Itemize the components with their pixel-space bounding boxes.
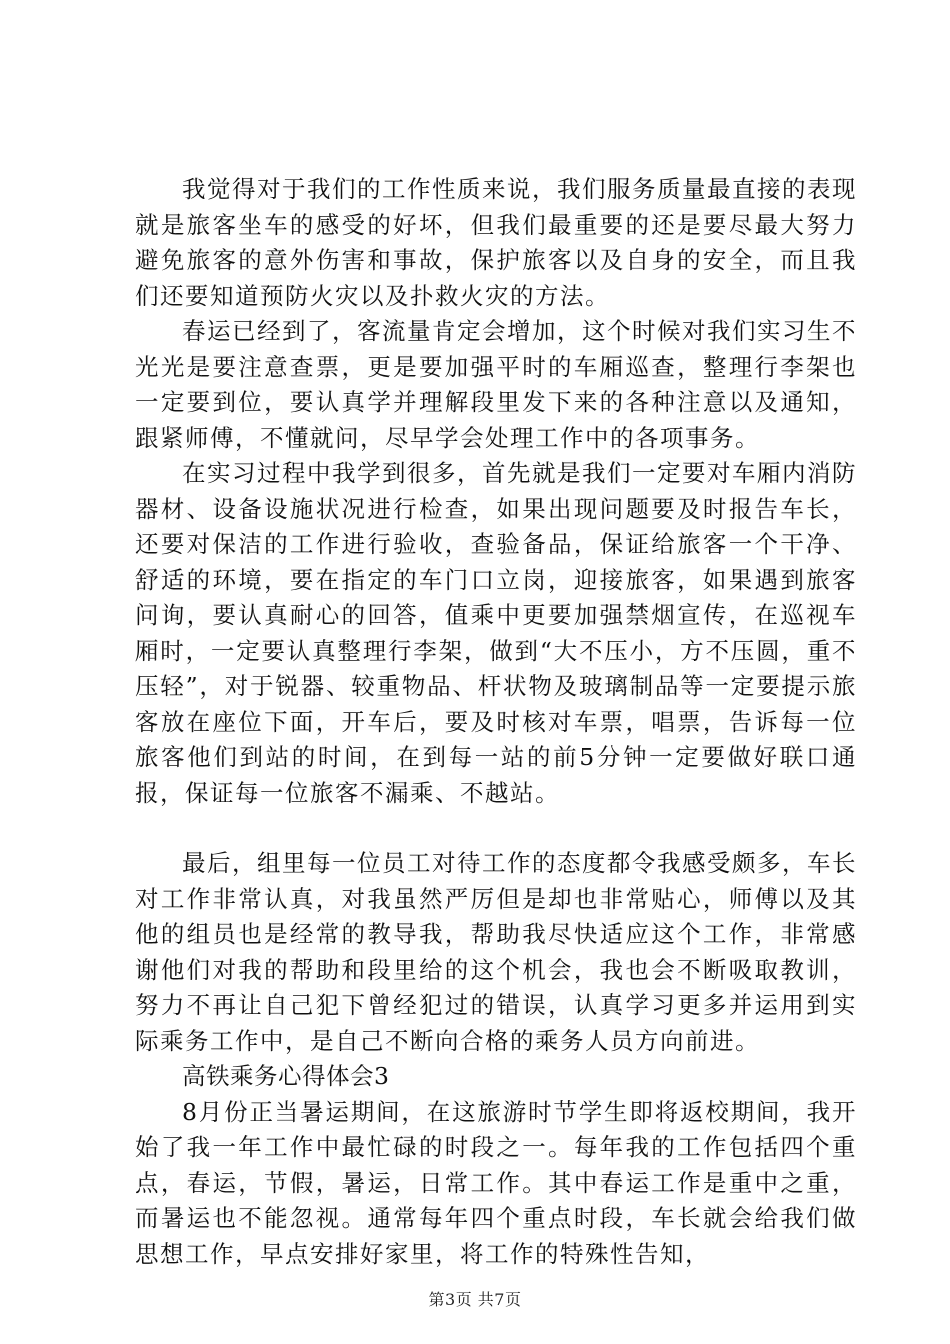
paragraph-2: 春运已经到了，客流量肯定会增加，这个时候对我们实习生不光光是要注意查票，更是要加强平时的车厢巡查，整理行李架也一定要到位，要认真学并理解段里发下来的各种注意以及通知，跟紧师傅，不懂就问，尽早学会处理工作中的各项事务。 xyxy=(135,317,857,452)
page-number-footer: 第3页 共7页 xyxy=(428,1290,522,1309)
paragraph-5: 8月份正当暑运期间，在这旅游时节学生即将返校期间，我开始了我一年工作中最忙碌的时段之一。每年我的工作包括四个重点，春运，节假，暑运，日常工作。其中春运工作是重中之重，而暑运也不能忽视。通常每年四个重点时段，车长就会给我们做思想工作，早点安排好家里，将工作的特殊性告知， xyxy=(135,1097,857,1268)
document-body xyxy=(135,172,857,1272)
section-heading: 高铁乘务心得体会3 xyxy=(182,1062,390,1090)
paragraph-1: 我觉得对于我们的工作性质来说，我们服务质量最直接的表现就是旅客坐车的感受的好坏，但我们最重要的还是要尽最大努力避免旅客的意外伤害和事故，保护旅客以及自身的安全，而且我们还要知道预防火灾以及扑救火灾的方法。 xyxy=(135,175,857,310)
paragraph-4: 最后，组里每一位员工对待工作的态度都令我感受颇多，车长对工作非常认真，对我虽然严厉但是却也非常贴心，师傅以及其他的组员也是经常的教导我，帮助我尽快适应这个工作，非常感谢他们对我的帮助和段里给的这个机会，我也会不断吸取教训，努力不再让自己犯下曾经犯过的错误，认真学习更多并运用到实际乘务工作中，是自己不断向合格的乘务人员方向前进。 xyxy=(135,849,857,1055)
paragraph-3: 在实习过程中我学到很多，首先就是我们一定要对车厢内消防器材、设备设施状况进行检查，如果出现问题要及时报告车长，还要对保洁的工作进行验收，查验备品，保证给旅客一个干净、舒适的环境，要在指定的车门口立岗，迎接旅客，如果遇到旅客问询，要认真耐心的回答，值乘中更要加强禁烟宣传，在巡视车厢时，一定要认真整理行李架，做到“大不压小，方不压圆，重不压轻”，对于锐器、较重物品、杆状物及玻璃制品等一定要提示旅客放在座位下面，开车后，要及时核对车票，唱票，告诉每一位旅客他们到站的时间，在到每一站的前5分钟一定要做好联口通报，保证每一位旅客不漏乘、不越站。 xyxy=(135,459,857,807)
